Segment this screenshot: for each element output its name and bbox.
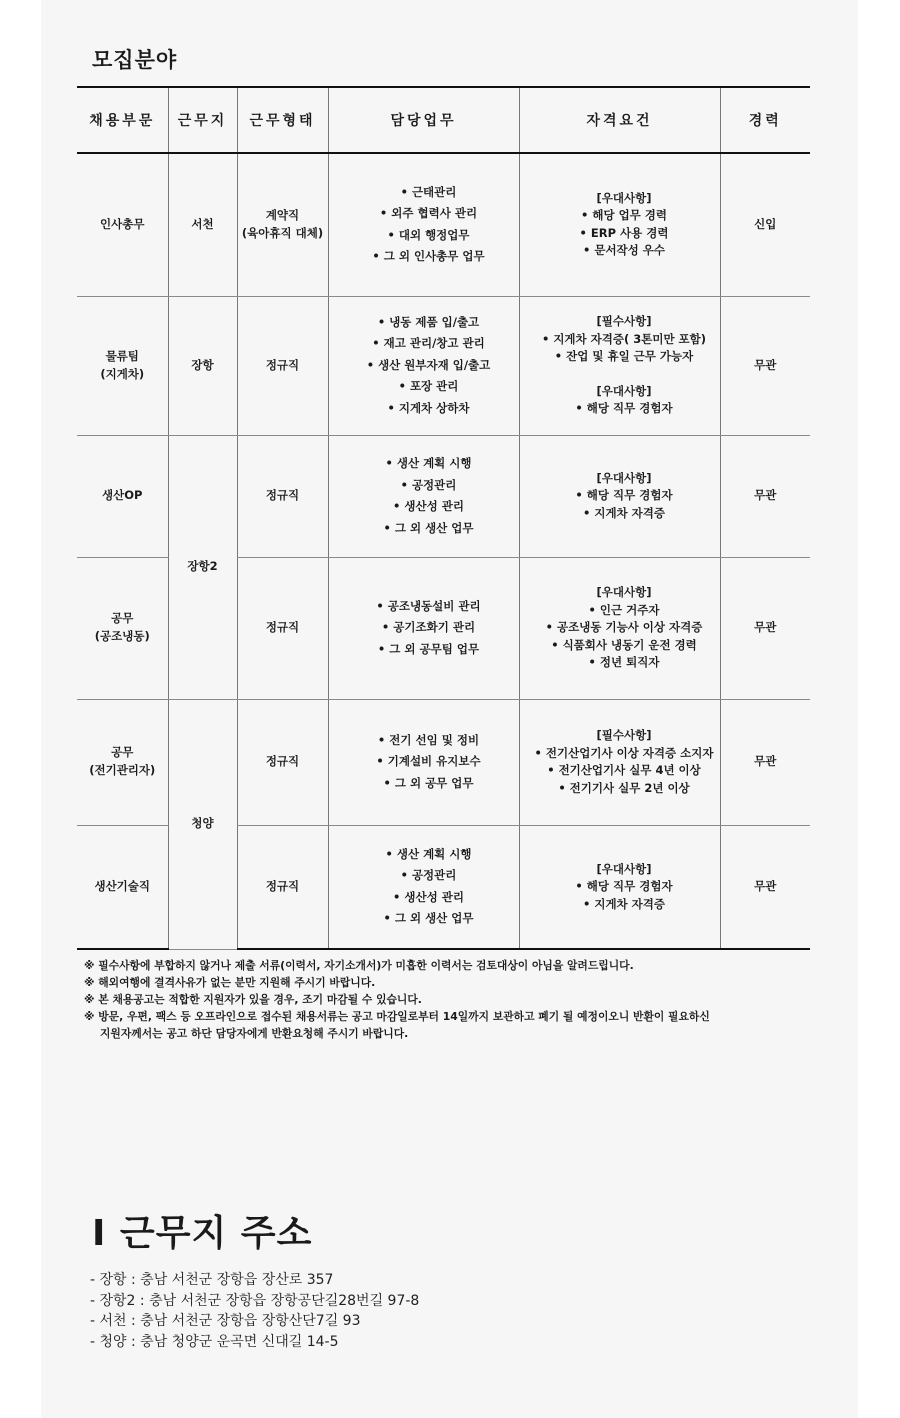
duty-item: • 공정관리 xyxy=(339,865,519,887)
duty-item: • 생산성 관리 xyxy=(339,887,519,909)
dept-name: (전기관리자) xyxy=(89,763,156,777)
address-item: - 청양 : 충남 청양군 운곡면 신대길 14-5 xyxy=(90,1333,339,1350)
location-cell xyxy=(168,435,237,699)
qualification-heading: [우대사항] xyxy=(596,585,652,600)
duty-item: • 생산 계획 시행 xyxy=(339,844,519,866)
header-duties: 담당업무 xyxy=(328,87,519,153)
qualification-item: • 해당 직무 경험자 xyxy=(529,400,720,418)
duty-item: • 대외 행정업무 xyxy=(339,225,519,247)
dept-name: 물류팀 xyxy=(105,348,139,363)
qualification-heading: [우대사항] xyxy=(596,190,652,205)
dept-name: 생산기술직 xyxy=(94,878,151,893)
duty-item: • 공정관리 xyxy=(339,475,519,497)
dept-cell xyxy=(77,557,168,699)
duty-item: • 그 외 공무 업무 xyxy=(339,773,519,795)
duty-list xyxy=(329,844,519,930)
employment-type-cell xyxy=(237,296,328,435)
note-line: ※ 해외여행에 결격사유가 없는 분만 지원해 주시기 바랍니다. xyxy=(84,976,376,989)
qualifications-cell xyxy=(519,296,720,435)
dept-name: 공무 xyxy=(111,745,134,760)
employment-type-cell xyxy=(237,557,328,699)
qualifications-cell xyxy=(519,699,720,825)
duty-item: • 생산성 관리 xyxy=(339,496,519,518)
duty-item: • 공기조화기 관리 xyxy=(339,617,519,639)
qualification-item: • 지게차 자격증 xyxy=(529,896,720,914)
employment-type: 정규직 xyxy=(265,754,300,769)
location-name: 장항2 xyxy=(187,559,218,574)
dept-name: 공무 xyxy=(111,611,134,626)
header-dept: 채용부문 xyxy=(77,87,168,153)
employment-type-cell xyxy=(237,435,328,557)
qualification-heading: [우대사항] xyxy=(596,383,652,398)
qualification-box xyxy=(520,470,720,523)
duty-item: • 지게차 상하차 xyxy=(339,398,519,420)
career-value: 무관 xyxy=(754,357,777,372)
career-cell xyxy=(720,153,810,296)
qualification-group xyxy=(529,383,720,418)
duties-cell xyxy=(328,557,519,699)
duty-item: • 외주 협력사 관리 xyxy=(339,203,519,225)
table-row xyxy=(77,296,810,435)
duty-list xyxy=(329,182,519,268)
qualification-item: • 공조냉동 기능사 이상 자격증 xyxy=(529,619,720,637)
duty-list xyxy=(329,596,519,661)
location-name: 장항 xyxy=(191,357,214,372)
location-name: 서천 xyxy=(191,216,214,231)
qualification-item: • ERP 사용 경력 xyxy=(529,225,720,243)
qualifications-cell xyxy=(519,435,720,557)
location-name: 청양 xyxy=(191,816,214,831)
qualification-heading: [우대사항] xyxy=(596,861,652,876)
duty-item: • 포장 관리 xyxy=(339,376,519,398)
duties-cell xyxy=(328,825,519,949)
section-title: 모집분야 xyxy=(92,48,178,72)
career-value: 무관 xyxy=(754,878,777,893)
notes xyxy=(84,957,804,1042)
qualification-group xyxy=(529,313,720,366)
career-value: 신입 xyxy=(754,216,777,231)
qualification-item: • 해당 업무 경력 xyxy=(529,207,720,225)
qualification-box xyxy=(520,727,720,797)
address-item: - 장항 : 충남 서천군 장항읍 장산로 357 xyxy=(90,1272,334,1288)
dept-cell xyxy=(77,296,168,435)
qualification-item: • 전기산업기사 실무 4년 이상 xyxy=(529,762,720,780)
address-item: - 서천 : 충남 서천군 장항읍 장항산단7길 93 xyxy=(90,1313,361,1329)
qualification-item: • 지게차 자격증 xyxy=(529,505,720,523)
duty-item: • 근태관리 xyxy=(339,182,519,204)
table-header-row xyxy=(77,87,810,153)
dept-name: (지게차) xyxy=(100,366,145,381)
qualification-item: • 해당 직무 경험자 xyxy=(529,878,720,896)
address-list xyxy=(90,1270,419,1352)
career-cell xyxy=(720,557,810,699)
duty-item: • 생산 계획 시행 xyxy=(339,453,519,475)
header-qualifications: 자격요건 xyxy=(519,87,720,153)
table-row xyxy=(77,435,810,557)
dept-cell xyxy=(77,825,168,949)
location-cell xyxy=(168,699,237,949)
qualification-item: • 전기기사 실무 2년 이상 xyxy=(529,780,720,798)
employment-type-cell xyxy=(237,825,328,949)
duty-item: • 공조냉동설비 관리 xyxy=(339,596,519,618)
duty-item: • 그 외 공무팀 업무 xyxy=(339,639,519,661)
duties-cell xyxy=(328,153,519,296)
duty-item: • 기계설비 유지보수 xyxy=(339,751,519,773)
dept-name: (공조냉동) xyxy=(94,629,150,643)
duty-item: • 그 외 생산 업무 xyxy=(339,908,519,930)
qualification-group xyxy=(529,470,720,523)
career-cell xyxy=(720,699,810,825)
recruitment-table xyxy=(77,86,810,950)
address-section-title: I 근무지 주소 xyxy=(92,1213,313,1254)
qualifications-cell xyxy=(519,153,720,296)
duty-item: • 전기 선임 및 정비 xyxy=(339,730,519,752)
career-value: 무관 xyxy=(754,620,777,635)
career-value: 무관 xyxy=(754,488,777,503)
qualification-item: • 인근 거주자 xyxy=(529,602,720,620)
duty-item: • 재고 관리/창고 관리 xyxy=(339,333,519,355)
qualifications-cell xyxy=(519,557,720,699)
duty-item: • 그 외 생산 업무 xyxy=(339,518,519,540)
qualification-group xyxy=(529,584,720,672)
employment-type: (육아휴직 대체) xyxy=(241,225,324,240)
qualification-box xyxy=(520,190,720,260)
header-career: 경력 xyxy=(720,87,810,153)
duties-cell xyxy=(328,435,519,557)
note-line: ※ 필수사항에 부합하지 않거나 제출 서류(이력서, 자기소개서)가 미흡한 이력서는 검토대상이 아님을 알려드립니다. xyxy=(84,959,634,972)
duty-list xyxy=(329,453,519,539)
location-cell xyxy=(168,153,237,296)
qualification-item: • 정년 퇴직자 xyxy=(529,654,720,672)
qualification-box xyxy=(520,584,720,672)
dept-name: 생산OP xyxy=(102,488,143,503)
qualification-heading: [필수사항] xyxy=(596,728,652,742)
duty-item: • 냉동 제품 입/출고 xyxy=(339,312,519,334)
header-location: 근무지 xyxy=(168,87,237,153)
dept-cell xyxy=(77,699,168,825)
employment-type: 정규직 xyxy=(265,878,300,893)
qualification-group xyxy=(529,727,720,797)
qualification-item: • 지게차 자격증( 3톤미만 포함) xyxy=(529,331,720,349)
table-row xyxy=(77,699,810,825)
note-line: ※ 본 채용공고는 적합한 지원자가 있을 경우, 조기 마감될 수 있습니다. xyxy=(84,993,422,1006)
duties-cell xyxy=(328,296,519,435)
note-line: 지원자께서는 공고 하단 담당자에게 반환요청해 주시기 바랍니다. xyxy=(100,1027,409,1040)
duty-list xyxy=(329,730,519,795)
dept-cell xyxy=(77,435,168,557)
career-cell xyxy=(720,296,810,435)
table-row xyxy=(77,153,810,296)
career-cell xyxy=(720,435,810,557)
note-line: ※ 방문, 우편, 팩스 등 오프라인으로 접수된 채용서류는 공고 마감일로부터 14일까지 보관하고 폐기 될 예정이오니 반환이 필요하신 xyxy=(84,1010,710,1023)
dept-cell xyxy=(77,153,168,296)
qualification-item: • 잔업 및 휴일 근무 가능자 xyxy=(529,348,720,366)
career-cell xyxy=(720,825,810,949)
location-cell xyxy=(168,296,237,435)
duty-list xyxy=(329,312,519,420)
qualification-box xyxy=(520,313,720,418)
dept-name: 인사총무 xyxy=(100,216,145,231)
qualification-heading: [우대사항] xyxy=(596,470,652,485)
qualification-box xyxy=(520,861,720,914)
header-employment-type: 근무형태 xyxy=(237,87,328,153)
employment-type-cell xyxy=(237,153,328,296)
employment-type: 계약직 xyxy=(265,207,300,222)
qualification-item: • 문서작성 우수 xyxy=(529,242,720,260)
qualification-group xyxy=(529,190,720,260)
employment-type-cell xyxy=(237,699,328,825)
qualification-item: • 해당 직무 경험자 xyxy=(529,487,720,505)
career-value: 무관 xyxy=(754,754,777,769)
employment-type: 정규직 xyxy=(265,620,300,635)
qualification-item: • 전기산업기사 이상 자격증 소지자 xyxy=(529,745,720,763)
qualification-heading: [필수사항] xyxy=(596,314,652,329)
duty-item: • 그 외 인사총무 업무 xyxy=(339,246,519,268)
duty-item: • 생산 원부자재 입/출고 xyxy=(339,355,519,377)
qualification-group xyxy=(529,861,720,914)
duties-cell xyxy=(328,699,519,825)
employment-type: 정규직 xyxy=(265,488,300,503)
qualification-item: • 식품회사 냉동기 운전 경력 xyxy=(529,637,720,655)
address-item: - 장항2 : 충남 서천군 장항읍 장항공단길28번길 97-8 xyxy=(90,1292,420,1309)
qualifications-cell xyxy=(519,825,720,949)
employment-type: 정규직 xyxy=(265,357,300,372)
